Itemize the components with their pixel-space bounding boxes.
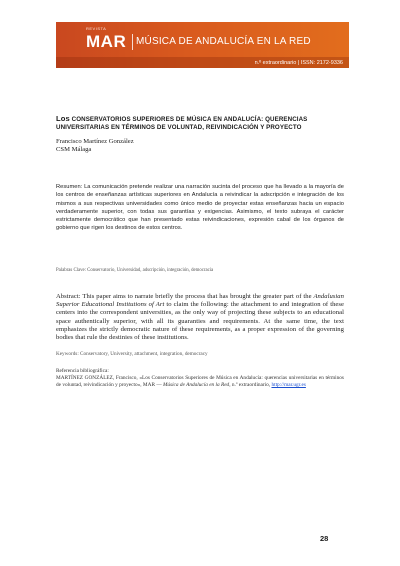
- reference-end: , n.º extraordinario,: [229, 382, 272, 389]
- journal-acronym: MAR: [86, 32, 127, 51]
- journal-small-label: REVISTA: [86, 26, 107, 31]
- palabras-clave: Palabras Clave: Conservatorio, Universidad, adscripción, integración, democracia: [56, 268, 214, 273]
- resumen-label: Resumen:: [56, 184, 83, 190]
- author-block: [56, 138, 344, 155]
- abstract-text-before: This paper aims to narrate briefly the process that has brought the greater part of the: [82, 293, 312, 300]
- article-title: [56, 115, 344, 132]
- reference-heading: Referencia bibliográfica:: [56, 368, 109, 374]
- author-affiliation: CSM Málaga: [56, 146, 92, 154]
- page-number: 28: [320, 534, 329, 543]
- journal-name: MÚSICA DE ANDALUCÍA EN LA RED: [136, 36, 311, 47]
- reference-italic: Música de Andalucía en la Red: [162, 382, 230, 389]
- resumen-paragraph: [56, 183, 344, 233]
- resumen-text: La comunicación pretende realizar una narración sucinta del proceso que ha llevado a la mayoría de los centros de enseñanzas artísticas superiores en Andalucía a reivindicar la adscripción e integración de los mismos a sus respectivas universidades como único medio de proyectar estas enseñanzas hacia un espacio verdaderamente superior, con todas sus garantías y exigencias. Asimismo, el texto subraya el carácter estrictamente democrático que han presentado estas reivindicaciones, expresión cabal de los órganos de gobierno que rigen los destinos de estos centros.: [56, 184, 344, 232]
- reference-block: [56, 368, 344, 390]
- author-name: Francisco Martínez González: [56, 138, 134, 145]
- abstract-paragraph: [56, 293, 344, 342]
- title-first-word: Los: [56, 114, 70, 123]
- reference-main: MARTÍNEZ GONZÁLEZ, Francisco, «Los Conservatorios Superiores de Música en Andalucía: querencias universitarias en términos de voluntad, reivindicación y proyecto», MAR —: [56, 375, 344, 389]
- journal-banner: [56, 22, 349, 68]
- reference-text: [56, 375, 344, 389]
- abstract-label: Abstract:: [56, 293, 81, 300]
- banner-divider: [132, 34, 133, 50]
- abstract-text-after: to claim the following: the attachment to and integration of these centers into the correspondent universities, as the only way of projecting these subjects to an educational space authentically superior, with all its guaranties and requirements. At the same time, the text emphasizes the strictly democratic nature of these requirements, as a proper expression of the governing bodies that rule the destinies of these institutions.: [56, 301, 344, 342]
- title-line-2: UNIVERSITARIAS EN TÉRMINOS DE VOLUNTAD, REIVINDICACIÓN Y PROYECTO: [56, 124, 302, 131]
- abstract-italic: Andalusian Superior Educational Institutions of Art: [56, 293, 344, 309]
- journal-issue-issn: n.º extraordinario | ISSN: 2172-9336: [254, 60, 343, 66]
- keywords: Keywords: Conservatory, University, attachment, integration, democracy: [56, 351, 208, 357]
- reference-link[interactable]: http://mar.ugr.es: [271, 382, 306, 389]
- title-line-1: CONSERVATORIOS SUPERIORES DE MÚSICA EN ANDALUCÍA: QUERENCIAS: [71, 116, 308, 123]
